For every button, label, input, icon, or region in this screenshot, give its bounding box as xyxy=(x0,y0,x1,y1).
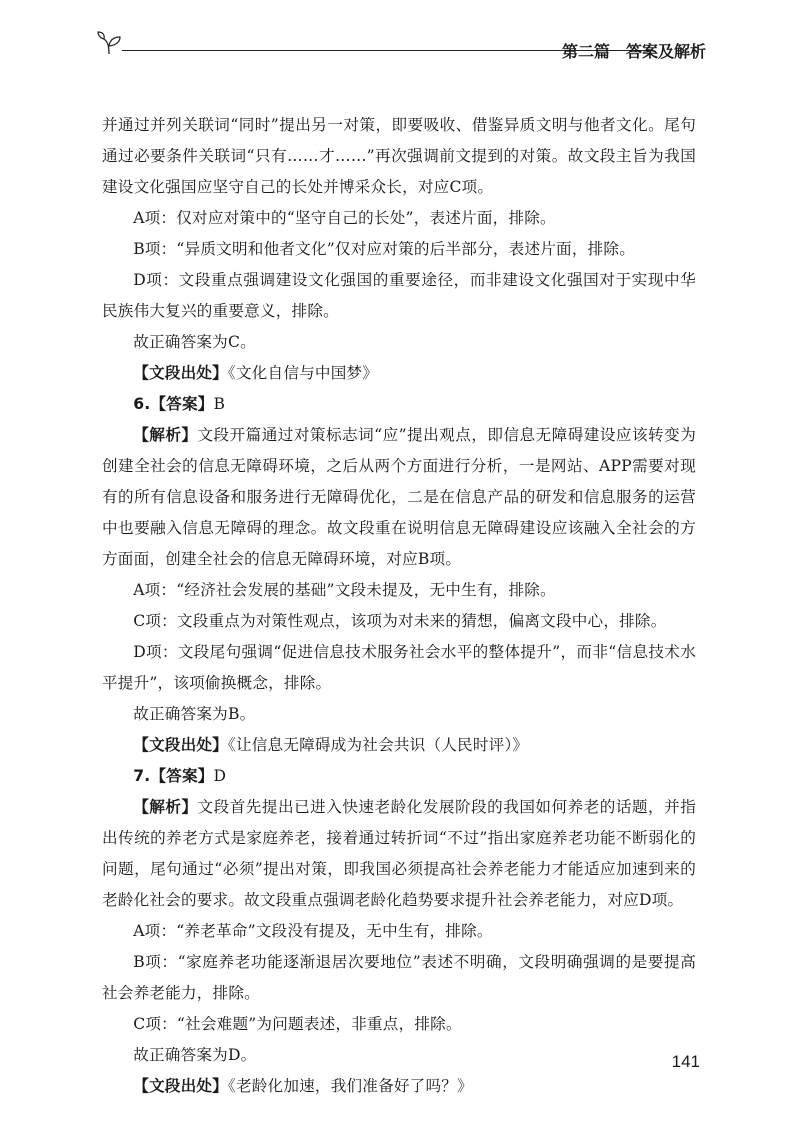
paragraph-text: 《老龄化加速，我们准备好了吗？》 xyxy=(227,1077,473,1095)
answer-label: 7.【答案】 xyxy=(133,767,214,785)
paragraph-text: D项：文段重点强调建设文化强国的重要途径，而非建设文化强国对于实现中华民族伟大复兴的重要意义，排除。 xyxy=(102,271,696,320)
analysis-label: 【解析】 xyxy=(133,798,198,816)
paragraph xyxy=(102,730,696,761)
paragraph-text: 文段首先提出已进入快速老龄化发展阶段的我国如何养老的话题，并指出传统的养老方式是家庭养老，接着通过转折词“不过”指出家庭养老功能不断弱化的问题，尾句通过“必须”提出对策，即我国必须提高社会养老能力才能适应加速到来的老龄化社会的要求。故文段重点强调老龄化趋势要求提升社会养老能力，对应D项。 xyxy=(102,798,696,909)
paragraph-text: A项：仅对应对策中的“坚守自己的长处”，表述片面，排除。 xyxy=(133,209,556,227)
paragraph-text: 文段开篇通过对策标志词“应”提出观点，即信息无障碍建设应该转变为创建全社会的信息无障碍环境，之后从两个方面进行分析，一是网站、APP需要对现有的所有信息设备和服务进行无障碍优化，二是在信息产品的研发和信息服务的运营中也要融入信息无障碍的理念。故文段重在说明信息无障碍建设应该融入全社会的方方面面，创建全社会的信息无障碍环境，对应B项。 xyxy=(102,426,696,568)
paragraph xyxy=(102,1009,696,1040)
source-label: 【文段出处】 xyxy=(133,364,228,382)
paragraph xyxy=(102,699,696,730)
paragraph xyxy=(102,947,696,1009)
answer-label: 6.【答案】 xyxy=(133,395,214,413)
paragraph xyxy=(102,234,696,265)
paragraph-text: B项：“家庭养老功能逐渐退居次要地位”表述不明确，文段明确强调的是要提高社会养老能力，排除。 xyxy=(102,953,696,1002)
paragraph xyxy=(102,265,696,327)
paragraph xyxy=(102,575,696,606)
paragraph xyxy=(102,761,696,792)
paragraph-text: A项：“养老革命”文段没有提及，无中生有，排除。 xyxy=(133,922,493,940)
source-label: 【文段出处】 xyxy=(133,736,228,754)
paragraph-text: 故正确答案为D。 xyxy=(133,1046,257,1064)
paragraph-text: C项：“社会难题”为问题表述，非重点，排除。 xyxy=(133,1015,462,1033)
page-content xyxy=(102,110,696,1102)
paragraph xyxy=(102,792,696,916)
page-number: 141 xyxy=(671,1052,700,1071)
paragraph xyxy=(102,389,696,420)
analysis-label: 【解析】 xyxy=(133,426,198,444)
paragraph-text: B项：“异质文明和他者文化”仅对应对策的后半部分，表述片面，排除。 xyxy=(133,240,636,258)
paragraph xyxy=(102,358,696,389)
header-title: 第二篇 答案及解析 xyxy=(561,42,706,61)
paragraph-text: C项：文段重点为对策性观点，该项为对未来的猜想，偏离文段中心，排除。 xyxy=(133,612,667,630)
paragraph xyxy=(102,110,696,203)
paragraph-text: 并通过并列关联词“同时”提出另一对策，即要吸收、借鉴异质文明与他者文化。尾句通过必要条件关联词“只有……才……”再次强调前文提到的对策。故文段主旨为我国建设文化强国应坚守自己的长处并博采众长，对应C项。 xyxy=(102,116,696,196)
page-header xyxy=(96,30,706,70)
paragraph-text: 故正确答案为C。 xyxy=(133,333,256,351)
source-label: 【文段出处】 xyxy=(133,1077,228,1095)
paragraph-text: 故正确答案为B。 xyxy=(133,705,256,723)
paragraph xyxy=(102,1071,696,1102)
paragraph xyxy=(102,1040,696,1071)
paragraph-text: 《文化自信与中国梦》 xyxy=(227,364,379,382)
paragraph-text: B xyxy=(213,395,226,413)
paragraph-text: 《让信息无障碍成为社会共识（人民时评）》 xyxy=(227,736,529,754)
paragraph xyxy=(102,327,696,358)
sprout-icon xyxy=(96,30,124,56)
paragraph-text: D xyxy=(213,767,227,785)
paragraph xyxy=(102,203,696,234)
paragraph xyxy=(102,637,696,699)
paragraph xyxy=(102,606,696,637)
paragraph xyxy=(102,420,696,575)
paragraph-text: D项：文段尾句强调“促进信息技术服务社会水平的整体提升”，而非“信息技术水平提升”，该项偷换概念，排除。 xyxy=(102,643,696,692)
paragraph-text: A项：“经济社会发展的基础”文段未提及，无中生有，排除。 xyxy=(133,581,556,599)
paragraph xyxy=(102,916,696,947)
